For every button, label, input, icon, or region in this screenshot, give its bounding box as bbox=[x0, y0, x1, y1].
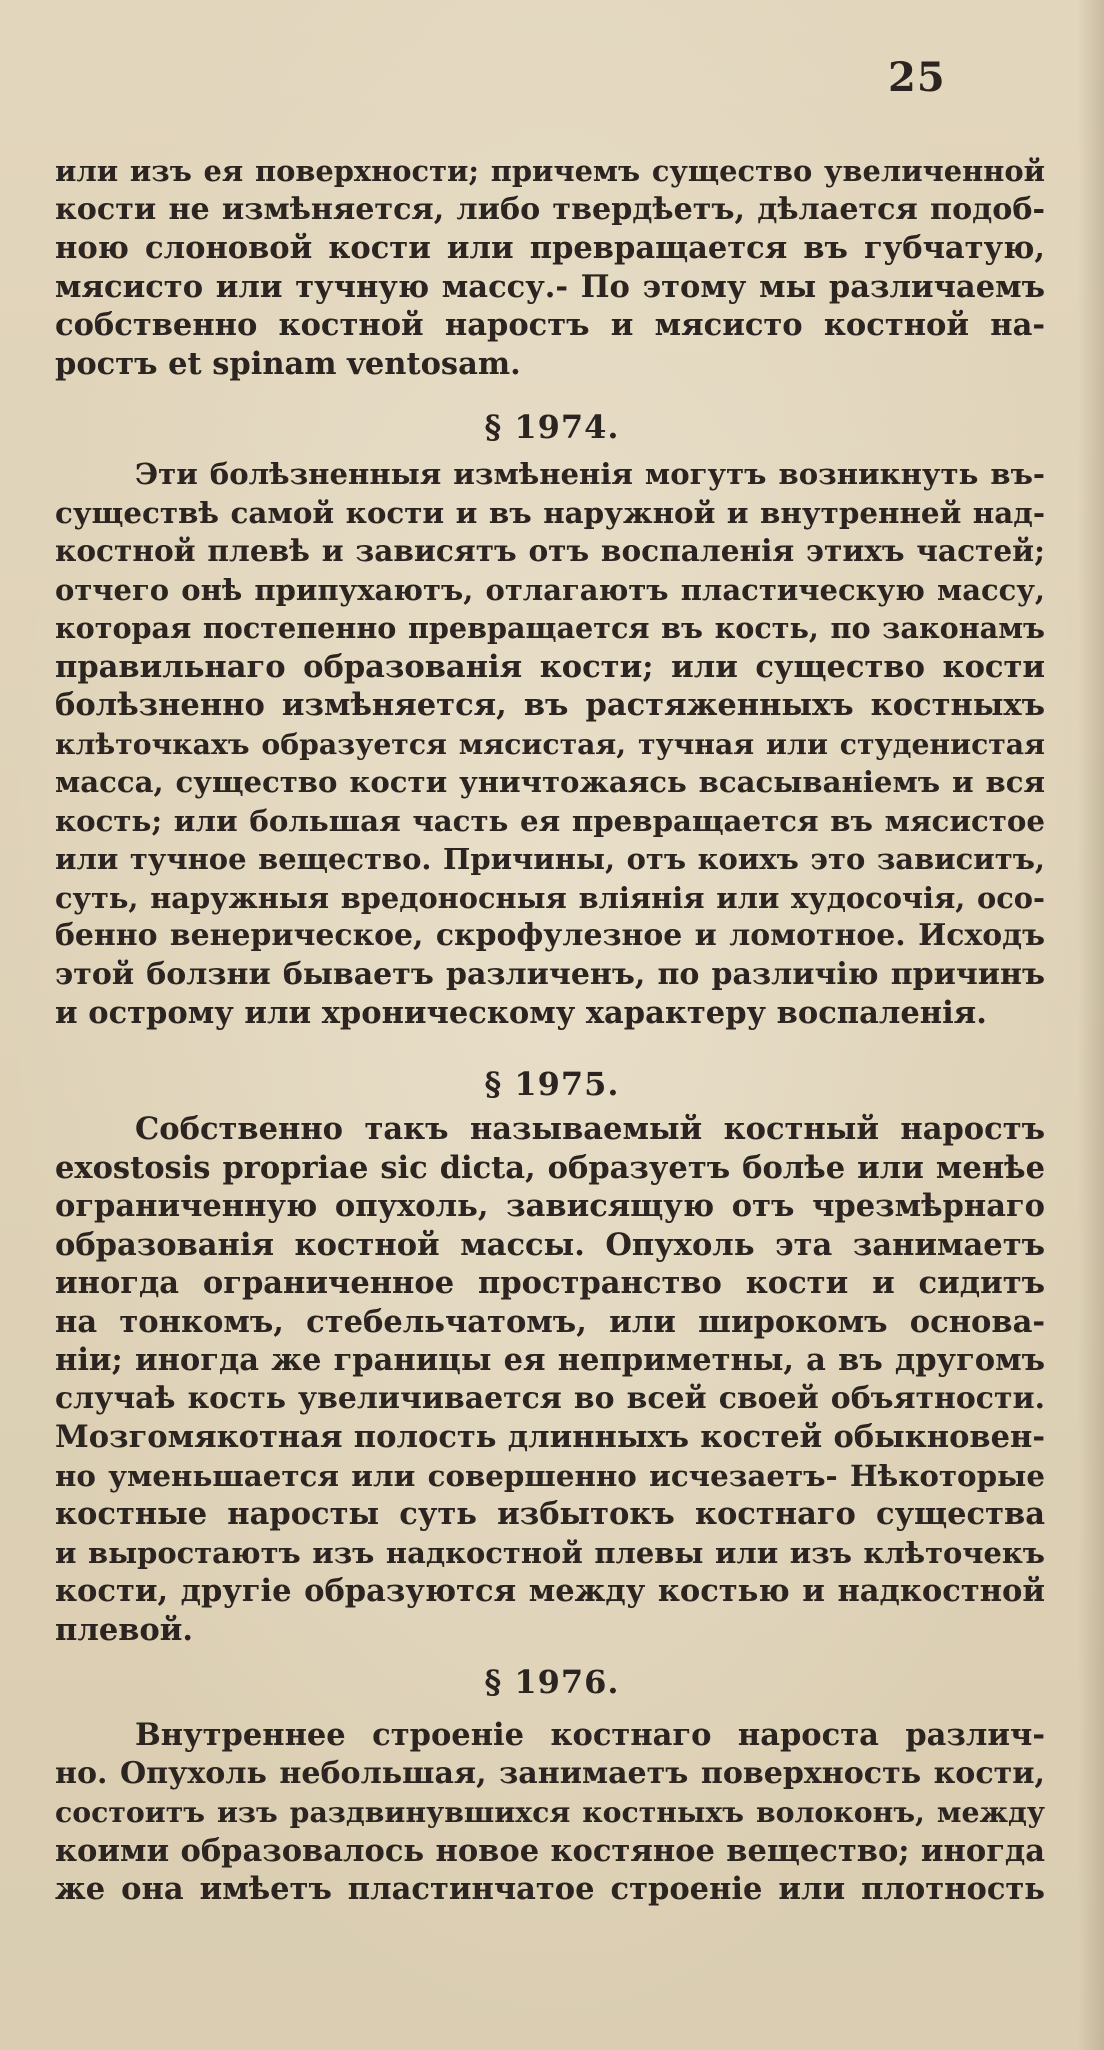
paragraph-1974 bbox=[55, 455, 1045, 1033]
text-line: отчего онѣ припухаютъ, отлагаютъ пластическую массу, bbox=[55, 572, 1045, 607]
text-line: иногда ограниченное пространство кости и сидитъ bbox=[55, 1265, 1045, 1301]
text-line: и острому или хроническому характеру воспаленія. bbox=[55, 995, 987, 1031]
text-line: или тучное вещество. Причины, отъ коихъ это зависитъ, bbox=[55, 842, 1045, 876]
section-heading-1976: § 1976. bbox=[484, 1663, 620, 1701]
text-line: exostosis propriae sic dicta, образуетъ болѣе или менѣе bbox=[55, 1149, 1045, 1186]
text-line: Внутреннее строеніе костнаго нароста различ- bbox=[135, 1717, 1045, 1753]
text-line: состоитъ изъ раздвинувшихся костныхъ волоконъ, между bbox=[55, 1795, 1045, 1829]
text-line: кость; или большая часть ея превращается въ мясистое bbox=[55, 803, 1045, 838]
text-line: которая постепенно превращается въ кость, по законамъ bbox=[55, 611, 1045, 645]
text-line: Эти болѣзненныя измѣненія могутъ возникнуть въ- bbox=[135, 457, 1045, 491]
paragraph-1975 bbox=[55, 1110, 1045, 1649]
text-line: клѣточкахъ образуется мясистая, тучная или студенистая bbox=[55, 726, 1045, 761]
text-line: Собственно такъ называемый костный наростъ bbox=[135, 1111, 1045, 1147]
text-line: ограниченную опухоль, зависящую отъ чрезмѣрнаго bbox=[55, 1188, 1045, 1224]
page-edge-shadow bbox=[1078, 0, 1104, 2050]
paragraph-1976 bbox=[55, 1716, 1045, 1909]
text-line: или изъ ея поверхности; причемъ существо увеличенной bbox=[55, 154, 1045, 188]
text-line: кости не измѣняется, либо твердѣетъ, дѣлается подоб- bbox=[55, 191, 1045, 227]
text-line: ростъ et spinam ventosam. bbox=[55, 345, 521, 382]
text-line: и выростаютъ изъ надкостной плевы или изъ клѣточекъ bbox=[55, 1535, 1045, 1570]
text-line: образованія костной массы. Опухоль эта занимаетъ bbox=[55, 1226, 1045, 1263]
text-line: ною слоновой кости или превращается въ губчатую, bbox=[55, 230, 1045, 266]
text-line: же она имѣетъ пластинчатое строеніе или плотность bbox=[55, 1871, 1045, 1907]
text-line: масса, существо кости уничтожаясь всасываніемъ и вся bbox=[55, 765, 1045, 799]
section-heading-1975: § 1975. bbox=[484, 1065, 620, 1103]
text-line: собственно костной наростъ и мясисто костной на- bbox=[55, 307, 1045, 343]
continuation-paragraph bbox=[55, 152, 1045, 383]
text-line: но уменьшается или совершенно исчезаетъ- Нѣкоторые bbox=[55, 1458, 1045, 1493]
text-line: этой болзни бываетъ различенъ, по различію причинъ bbox=[55, 956, 1045, 992]
text-line: болѣзненно измѣняется, въ растяженныхъ костныхъ bbox=[55, 687, 1045, 723]
text-line: бенно венерическое, скрофулезное и ломотное. Исходъ bbox=[55, 918, 1045, 953]
text-line: коими образовалось новое костяное вещество; иногда bbox=[55, 1832, 1045, 1869]
text-line: мясисто или тучную массу.- По этому мы различаемъ bbox=[55, 268, 1045, 305]
text-line: ніи; иногда же границы ея неприметны, а въ другомъ bbox=[55, 1342, 1045, 1378]
section-heading-1974: § 1974. bbox=[484, 408, 620, 446]
text-line: костные наросты суть избытокъ костнаго существа bbox=[55, 1496, 1045, 1532]
text-line: на тонкомъ, стебельчатомъ, или широкомъ основа- bbox=[55, 1303, 1045, 1340]
page-number: 25 bbox=[888, 54, 946, 101]
text-line: кости, другіе образуются между костью и надкостной bbox=[55, 1573, 1045, 1609]
text-line: плевой. bbox=[55, 1611, 194, 1648]
text-line: существѣ самой кости и въ наружной и внутренней над- bbox=[55, 494, 1045, 530]
text-line: костной плевѣ и зависятъ отъ воспаленія этихъ частей; bbox=[55, 533, 1045, 568]
text-line: правильнаго образованія кости; или существо кости bbox=[55, 648, 1045, 685]
text-line: суть, наружныя вредоносныя вліянія или худосочія, осо- bbox=[55, 880, 1045, 915]
text-line: случаѣ кость увеличивается во всей своей объятности. bbox=[55, 1380, 1045, 1416]
text-line: но. Опухоль небольшая, занимаетъ поверхность кости, bbox=[55, 1755, 1045, 1791]
text-line: Мозгомякотная полость длинныхъ костей обыкновен- bbox=[55, 1419, 1045, 1455]
